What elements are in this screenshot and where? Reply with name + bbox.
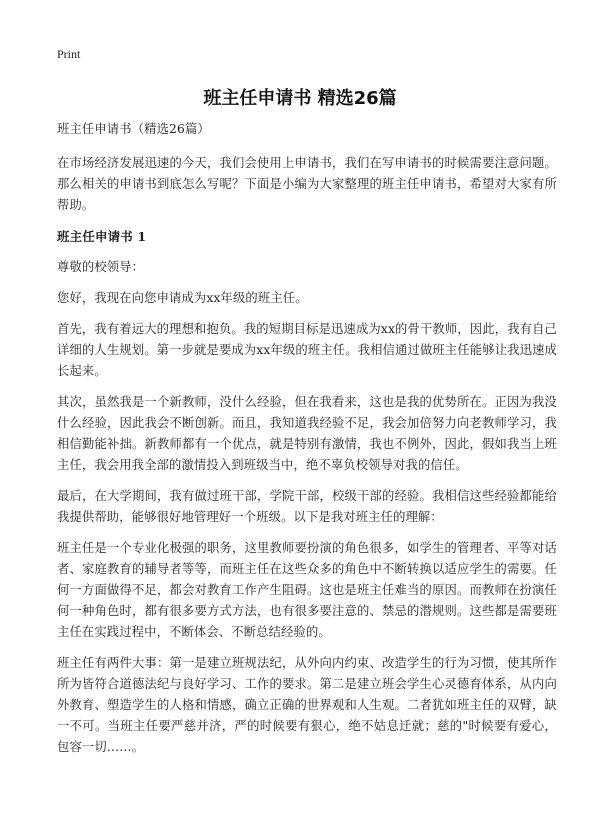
body-paragraph-3: 其次，虽然我是一个新教师，没什么经验，但在我看来，这也是我的优势所在。正因为我没什么经验，因此我会不断创新。而且，我知道我经验不足，我会加倍努力向老教师学习，我相信勤能补拙。新教师都有一个优点，就是特别有激情，我也不例外，因此，假如我当上班主任，我会用我全部的激情投入到班级当中，绝不辜负校领导对我的信任。 (57, 395, 557, 472)
document-body (57, 119, 557, 768)
document-title: 班主任申请书 精选26篇 (203, 88, 397, 109)
print-label[interactable]: Print (57, 47, 81, 61)
section-heading: 班主任申请书 1 (57, 229, 147, 244)
body-paragraph-6: 班主任有两件大事：第一是建立班规法纪，从外向内约束、改造学生的行为习惯，使其所作所为皆符合道德法纪与良好学习、工作的要求。第二是建立班会学生心灵德育体系，从内向外教育、塑造学生的人格和情感，确立正确的世界观和人生观。二者犹如班主任的双臂，缺一不可。当班主任要严慈并济，严的时候要有狠心，绝不姑息迁就；慈的"时候要有爱心，包容一切……。 (57, 656, 557, 754)
document-subtitle: 班主任申请书（精选26篇） (57, 122, 210, 136)
body-paragraph-2: 首先，我有着远大的理想和抱负。我的短期目标是迅速成为xx的骨干教师，因此，我有自己详细的人生规划。第一步就是要成为xx年级的班主任。我相信通过做班主任能够让我迅速成长起来。 (57, 322, 557, 378)
body-paragraph-5: 班主任是一个专业化极强的职务，这里教师要扮演的角色很多，如学生的管理者、平等对话者、家庭教育的辅导者等等，而班主任在这些众多的角色中不断转换以适应学生的需要。任何一方面做得不足，都会对教育工作产生阻碍。这也是班主任难当的原因。而教师在扮演任何一种角色时，都有很多要方式方法，也有很多要注意的、禁忌的潜规则。这些都是需要班主任在实践过程中，不断体会、不断总结经验的。 (57, 541, 557, 639)
salutation: 尊敬的校领导： (57, 260, 145, 274)
body-paragraph-4: 最后，在大学期间，我有做过班干部，学院干部，校级干部的经验。我相信这些经验都能给我提供帮助，能够很好地管理好一个班级。以下是我对班主任的理解： (57, 489, 557, 524)
intro-paragraph: 在市场经济发展迅速的今天，我们会使用上申请书，我们在写申请书的时候需要注意问题。那么相关的申请书到底怎么写呢？下面是小编为大家整理的班主任申请书，希望对大家有所帮助。 (57, 156, 557, 212)
body-paragraph-1: 您好，我现在向您申请成为xx年级的班主任。 (57, 291, 308, 305)
